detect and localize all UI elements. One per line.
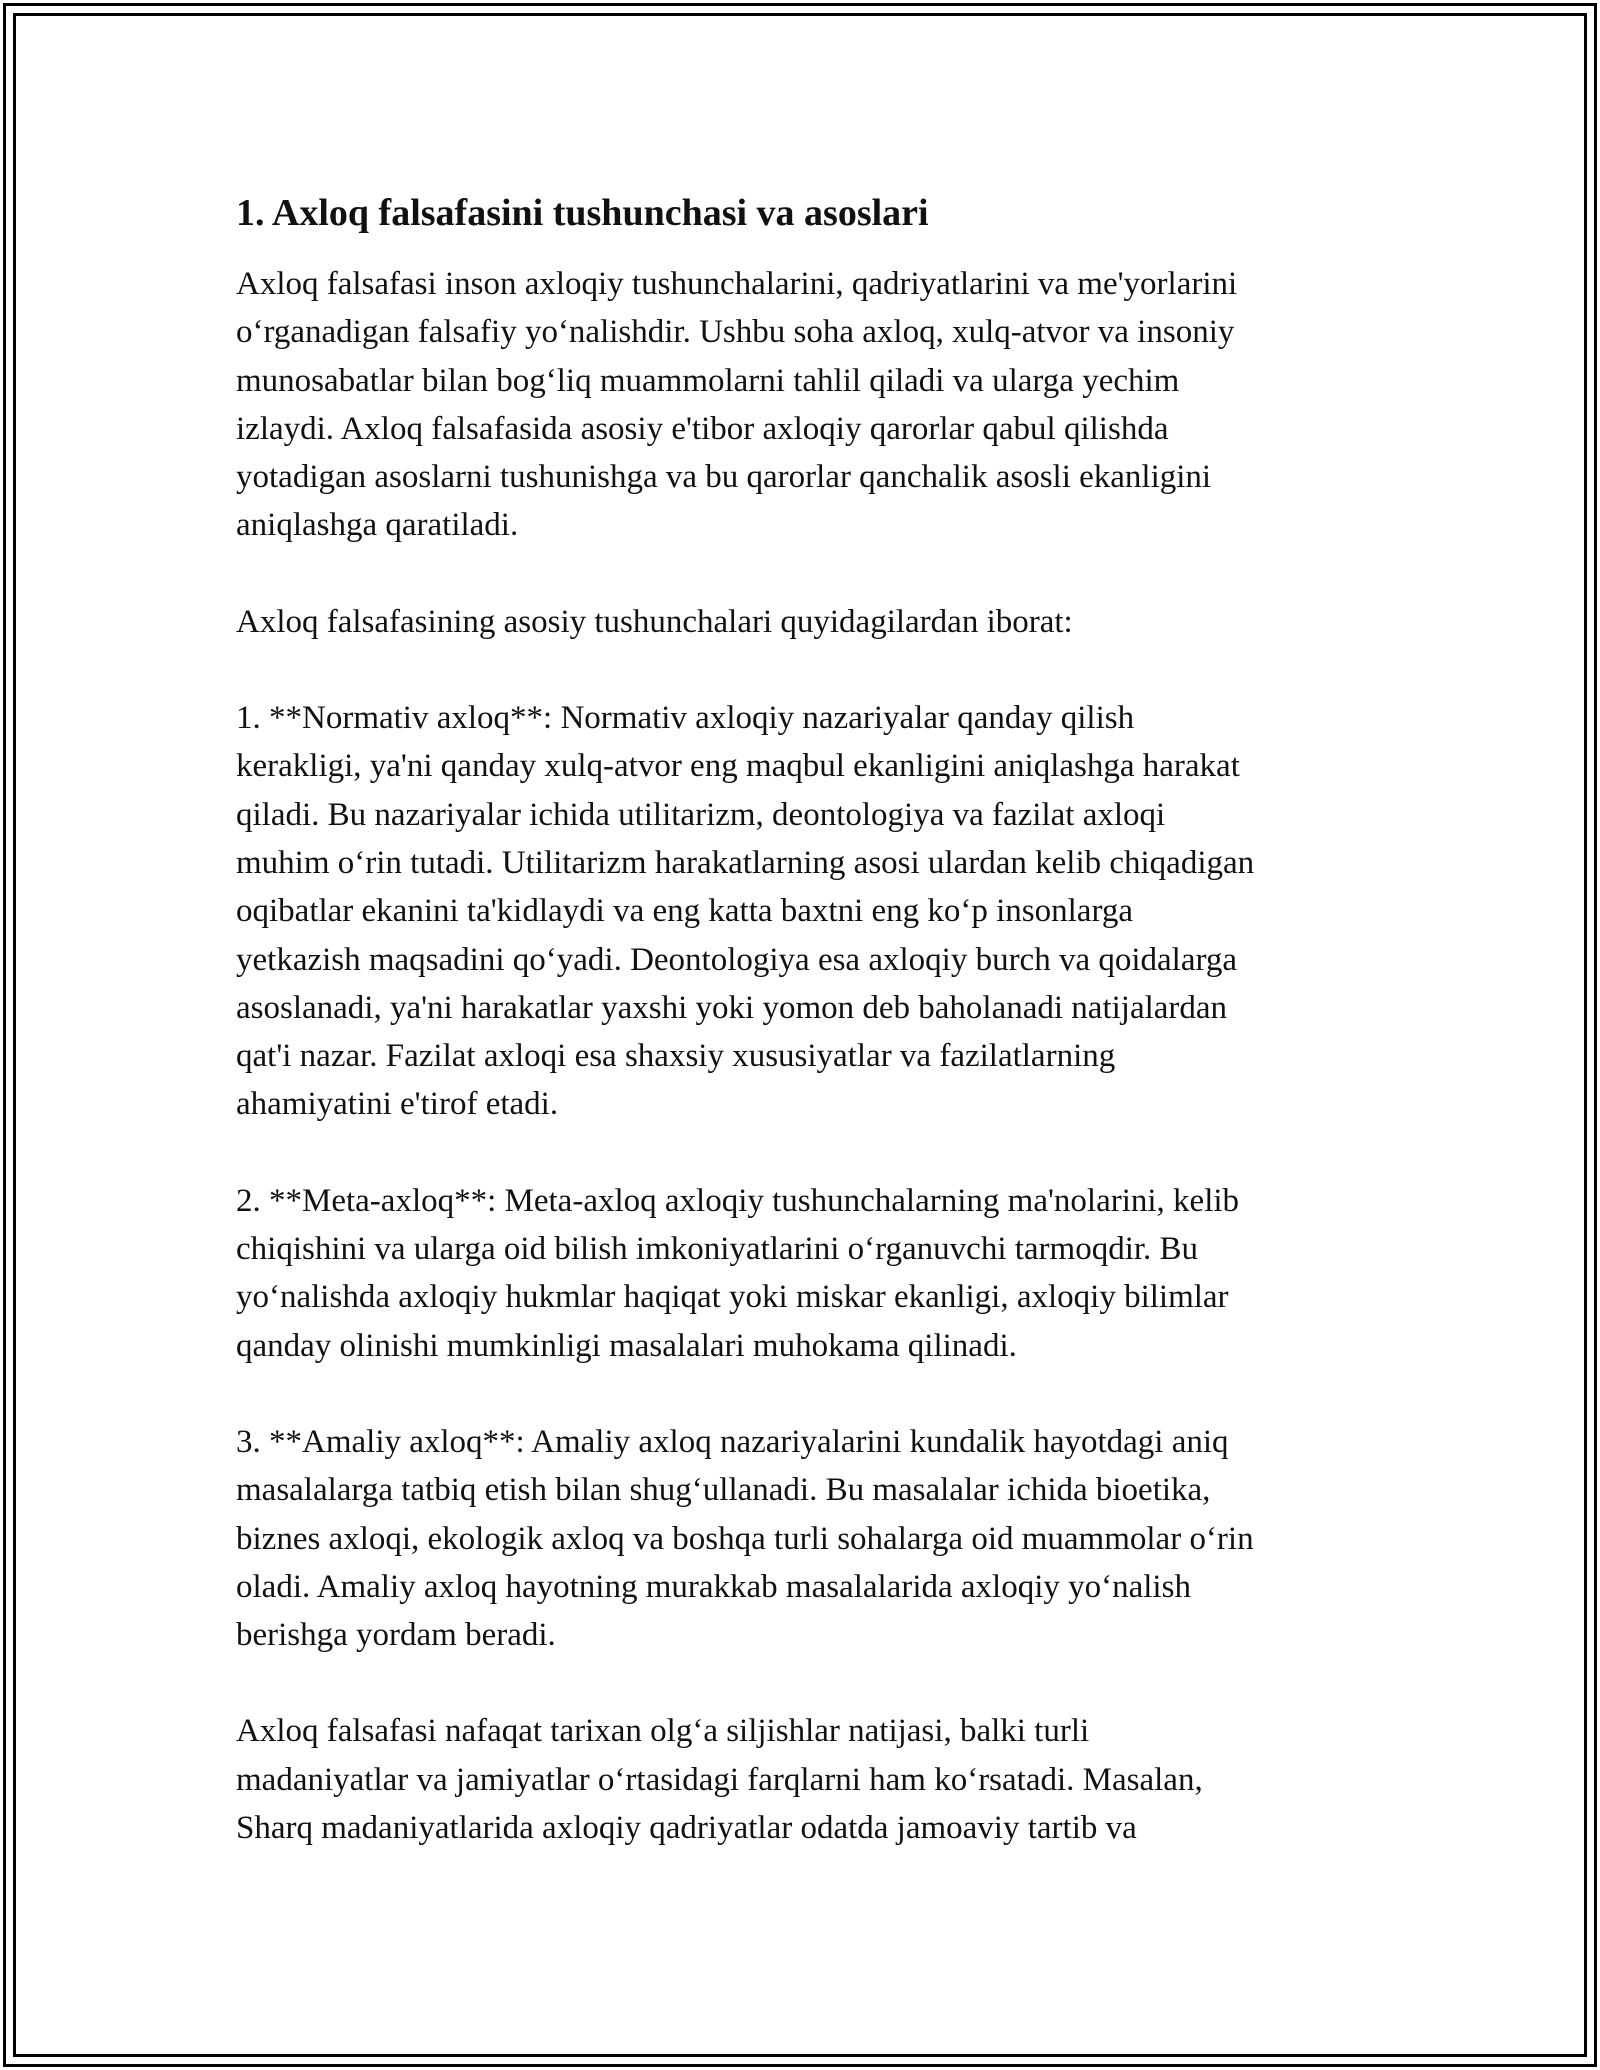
paragraph-intro: Axloq falsafasi inson axloqiy tushunchalarini, qadriyatlarini va me'yorlarini o‘rganadigan falsafiy yo‘nalishdir. Ushbu soha axloq, xulq-atvor va insoniy munosabatlar bilan bog‘liq muammolarni tahlil qiladi va ularga yechim izlaydi. Axloq falsafasida asosiy e'tibor axloqiy qarorlar qabul qilishda yotadigan asoslarni tushunishga va bu qarorlar qanchalik asosli ekanligini aniqlashga qaratiladi. (236, 266, 1238, 544)
paragraph-meta-ethics: 2. **Meta-axloq**: Meta-axloq axloqiy tushunchalarning ma'nolarini, kelib chiqishini va ularga oid bilish imkoniyatlarini o‘rganuvchi tarmoqdir. Bu yo‘nalishda axloqiy hukmlar haqiqat yoki miskar ekanligi, axloqiy bilimlar qanday olinishi mumkinligi masalalari muhokama qilinadi. (236, 1182, 1240, 1364)
paragraph-applied-ethics: 3. **Amaliy axloq**: Amaliy axloq nazariyalarini kundalik hayotdagi aniq masalalarga tatbiq etish bilan shug‘ullanadi. Bu masalalar ichida bioetika, biznes axloqi, ekologik axloq va boshqa turli sohalarga oid muammolar o‘rin oladi. Amaliy axloq hayotning murakkab masalalarida axloqiy yo‘nalish berishga yordam beradi. (236, 1423, 1254, 1654)
section-heading: 1. Axloq falsafasini tushunchasi va asoslari (236, 192, 929, 234)
paragraph-normative-ethics: 1. **Normativ axloq**: Normativ axloqiy nazariyalar qanday qilish kerakligi, ya'ni qanday xulq-atvor eng maqbul ekanligini aniqlashga harakat qiladi. Bu nazariyalar ichida utilitarizm, deontologiya va fazilat axloqi muhim o‘rin tutadi. Utilitarizm harakatlarning asosi ulardan kelib chiqadigan oqibatlar ekanini ta'kidlaydi va eng katta baxtni eng ko‘p insonlarga yetkazish maqsadini qo‘yadi. Deontologiya esa axloqiy burch va qoidalarga asoslanadi, ya'ni harakatlar yaxshi yoki yomon deb baholanadi natijalardan qat'i nazar. Fazilat axloqi esa shaxsiy xususiyatlar va fazilatlarning ahamiyatini e'tirof etadi. (236, 700, 1255, 1123)
paragraph-list-intro: Axloq falsafasining asosiy tushunchalari quyidagilardan iborat: (236, 603, 1073, 640)
paragraph-cultural-differences: Axloq falsafasi nafaqat tarixan olg‘a siljishlar natijasi, balki turli madaniyatlar va jamiyatlar o‘rtasidagi farqlarni ham ko‘rsatadi. Masalan, Sharq madaniyatlarida axloqiy qadriyatlar odatda jamoaviy tartib va (236, 1713, 1203, 1847)
document-body (236, 186, 1376, 1852)
